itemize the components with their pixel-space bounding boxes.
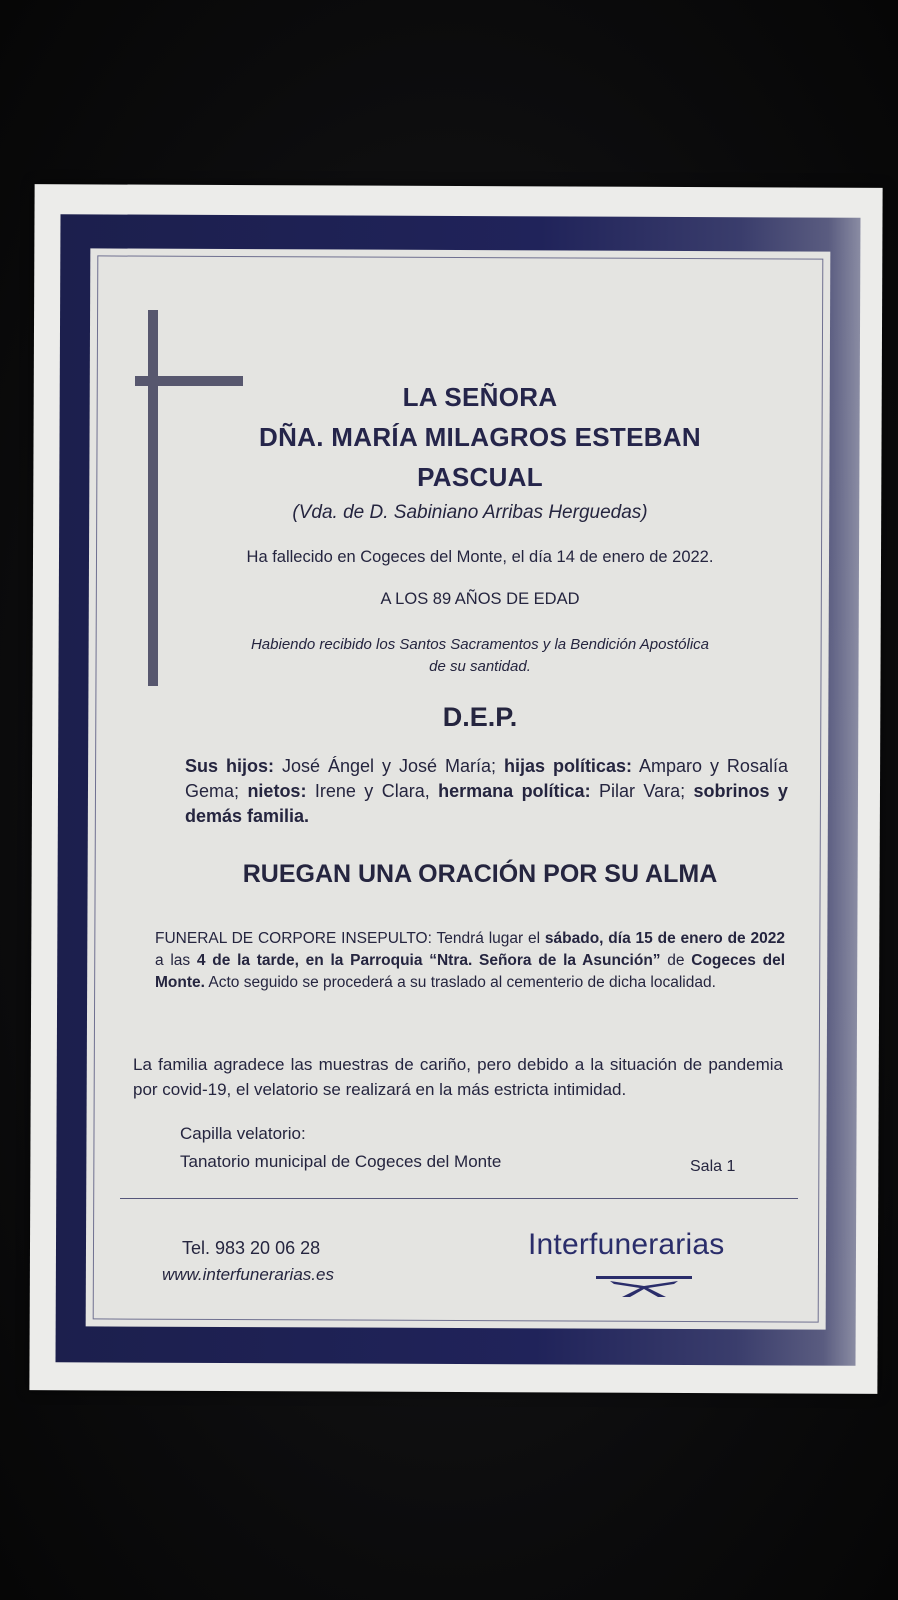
widow-of: (Vda. de D. Sabiniano Arribas Herguedas) [292,502,648,523]
dep: D.E.P. [442,702,518,732]
footer-divider [120,1198,798,1199]
funeral-town: Cogeces del Monte. [155,952,785,991]
family-paragraph [185,754,788,829]
cross-icon [148,310,158,686]
funeral-text-2: a las [155,952,191,969]
cross-icon-bar [135,376,243,386]
title-la-senora: LA SEÑORA [402,382,558,412]
sacraments-line1: Habiendo recibido los Santos Sacramentos y la Bendición Apostólica [250,636,710,653]
funeral-paragraph [155,928,785,994]
funeral-text-1: Tendrá lugar el [436,930,541,947]
interfunerarias-logo-icon [596,1274,692,1300]
website-link: www.interfunerarias.es [162,1265,334,1284]
family-hijos: José Ángel y José María; [281,756,496,776]
covid-notice: La familia agradece las muestras de cariño, pero debido a la situación de pandemia por covid-19, el velatorio se realizará en la más estricta intimidad. [133,1055,783,1099]
chapel-label: Capilla velatorio: [180,1124,306,1143]
family-sobrinos: sobrinos y demás familia. [185,781,788,826]
family-nietos-label: nietos: [247,781,307,801]
sacraments-line2: de su santidad. [429,658,531,675]
death-notice: Ha fallecido en Cogeces del Monte, el día 14 de enero de 2022. [246,548,714,566]
funeral-time-place: 4 de la tarde, en la Parroquia “Ntra. Señora de la Asunción” [196,952,661,969]
interfunerarias-logo-text: Interfunerarias [528,1228,725,1261]
chapel-place: Tanatorio municipal de Cogeces del Monte [180,1152,502,1171]
family-nietos: Irene y Clara, [314,781,430,801]
deceased-surname: PASCUAL [417,462,543,492]
funeral-text-3: de [667,952,685,969]
chapel-room: Sala 1 [690,1158,736,1175]
family-hermana: Pilar Vara; [598,781,686,801]
funeral-text-4: Acto seguido se procederá a su traslado al cementerio de dicha localidad. [208,974,716,991]
family-hijas-label: hijas políticas: [503,756,632,776]
family-hermana-label: hermana política: [438,781,591,801]
family-hijas: Amparo y Rosalía Gema; [185,756,788,801]
funeral-date: sábado, día 15 de enero de 2022 [544,930,785,947]
funeral-label: FUNERAL DE CORPORE INSEPULTO: [155,930,432,947]
deceased-name: DÑA. MARÍA MILAGROS ESTEBAN [259,422,701,452]
age: A LOS 89 AÑOS DE EDAD [380,590,580,608]
family-hijos-label: Sus hijos: [185,756,274,776]
phone: Tel. 983 20 06 28 [182,1238,321,1258]
prayer-request: RUEGAN UNA ORACIÓN POR SU ALMA [242,860,718,888]
